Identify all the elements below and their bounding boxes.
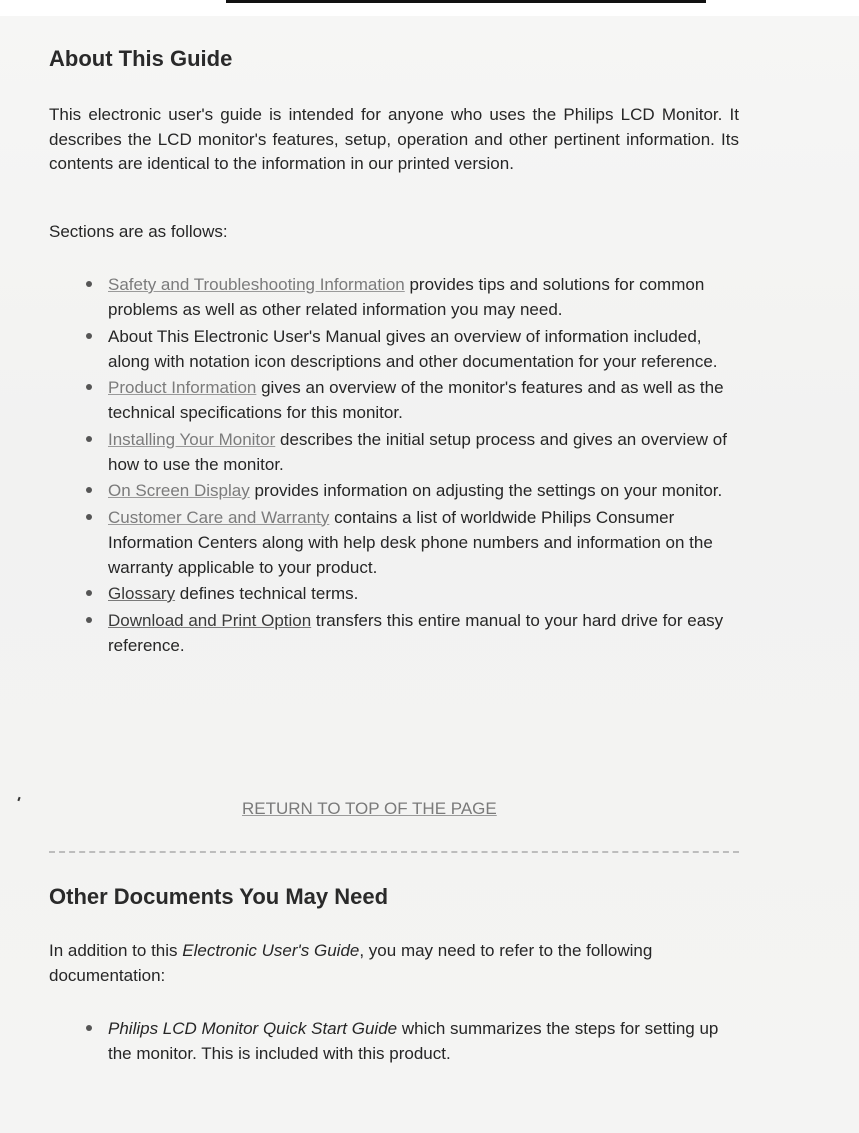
bullet-icon: [86, 514, 92, 520]
list-item-text: gives an overview of information included, along with notation icon descriptions and other documentation for your reference.: [108, 326, 718, 371]
customer-care-warranty-link[interactable]: Customer Care and Warranty: [108, 507, 330, 527]
other-documents-heading: Other Documents You May Need: [49, 884, 389, 909]
list-item: [108, 1016, 738, 1066]
bullet-icon: [86, 617, 92, 623]
glossary-link[interactable]: Glossary: [108, 584, 176, 603]
about-intro-paragraph: This electronic user's guide is intended for anyone who uses the Philips LCD Monitor. It describes the LCD monitor's features, setup, operation and other pertinent information. Its contents are identical to the information in our printed version.: [49, 105, 739, 173]
sections-list: [108, 272, 738, 659]
bullet-icon: [86, 281, 92, 287]
bullet-icon: [86, 487, 92, 493]
list-item-text: provides tips and solutions for common problems as well as other related information you may need.: [108, 275, 705, 319]
list-item: [108, 427, 738, 477]
other-documents-intro: [49, 939, 739, 988]
list-item-text: describes the initial setup process and gives an overview of how to use the monitor.: [108, 429, 727, 474]
product-information-link[interactable]: Product Information: [108, 378, 257, 397]
bullet-icon: [86, 590, 92, 596]
top-rule: [226, 0, 706, 3]
list-item: [108, 272, 738, 322]
list-item: [108, 375, 738, 425]
list-item-text: transfers this entire manual to your hard drive for easy reference.: [108, 610, 724, 655]
list-item: [108, 608, 738, 658]
list-item-text: gives an overview of the monitor's features and as well as the technical specifications for this monitor.: [108, 378, 724, 422]
list-item-text: contains a list of worldwide Philips Consumer Information Centers along with help desk phone numbers and information on the warranty applicable to your product.: [108, 507, 713, 577]
intro-text-after: , you may need to refer to the following documentation:: [49, 941, 653, 985]
list-item: [108, 505, 738, 580]
on-screen-display-link[interactable]: On Screen Display: [108, 481, 250, 500]
list-item-text: defines technical terms.: [175, 584, 359, 603]
bullet-icon: [86, 1025, 92, 1031]
installing-monitor-link[interactable]: Installing Your Monitor: [108, 429, 276, 449]
return-to-top-link[interactable]: RETURN TO TOP OF THE PAGE: [242, 799, 497, 818]
sections-intro: Sections are as follows:: [49, 222, 228, 241]
section-divider: [49, 851, 739, 853]
bullet-icon: [86, 436, 92, 442]
bullet-icon: [86, 333, 92, 339]
intro-text-italic: Electronic User's Guide: [182, 941, 360, 960]
list-item-text: provides information on adjusting the settings on your monitor.: [249, 481, 723, 500]
list-item: [108, 581, 738, 606]
scan-speck: [17, 797, 20, 801]
documents-list: [108, 1016, 738, 1068]
download-print-option-link[interactable]: Download and Print Option: [108, 610, 312, 630]
about-guide-heading: About This Guide: [49, 46, 233, 71]
intro-text-before: In addition to this: [49, 941, 183, 960]
about-manual-label: About This Electronic User's Manual: [108, 326, 382, 346]
list-item: [108, 478, 738, 503]
list-item-text: which summarizes the steps for setting up the monitor. This is included with this product.: [108, 1019, 719, 1063]
safety-troubleshooting-link[interactable]: Safety and Troubleshooting Information: [108, 275, 405, 294]
list-item: [108, 324, 738, 374]
bullet-icon: [86, 384, 92, 390]
quick-start-guide-title: Philips LCD Monitor Quick Start Guide: [108, 1019, 398, 1038]
